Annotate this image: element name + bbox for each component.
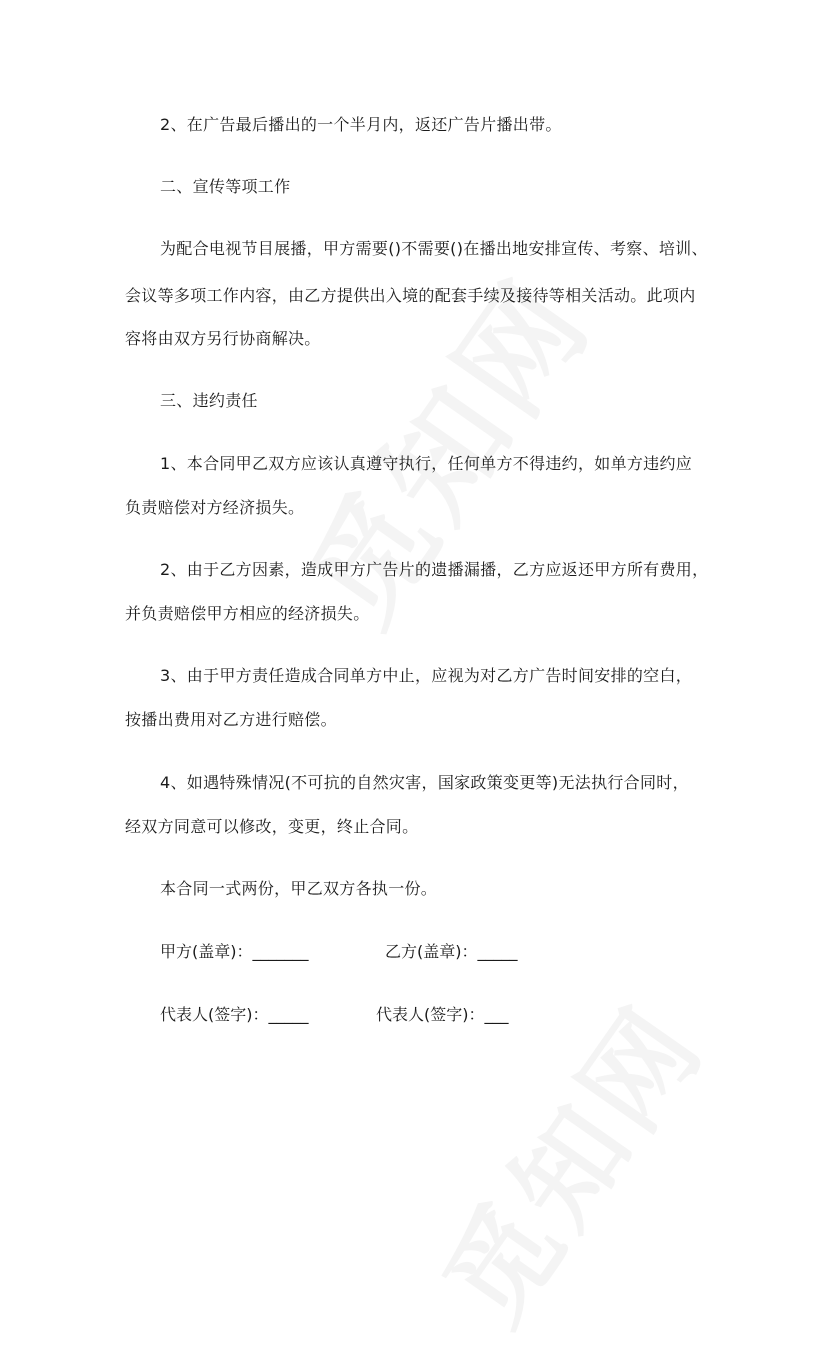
clause-text: 2、由于乙方因素，造成甲方广告片的遗播漏播，乙方应返还甲方所有费用，	[160, 560, 709, 579]
party-b-representative-line: 代表人(签字)：___	[376, 1005, 509, 1024]
clause-text: 2、在广告最后播出的一个半月内，返还广告片播出带。	[160, 115, 562, 134]
clause-text: 按播出费用对乙方进行赔偿。	[125, 710, 337, 729]
clause-text: 并负责赔偿甲方相应的经济损失。	[125, 604, 370, 623]
paragraph-text: 容将由双方另行协商解决。	[125, 329, 321, 348]
clause-text: 经双方同意可以修改，变更，终止合同。	[125, 817, 419, 836]
party-a-seal-line: 甲方(盖章)：_______	[160, 942, 309, 961]
clause-text: 4、如遇特殊情况(不可抗的自然灾害，国家政策变更等)无法执行合同时，	[160, 773, 689, 792]
party-a-representative-line: 代表人(签字)：_____	[160, 1005, 309, 1024]
clause-text: 1、本合同甲乙双方应该认真遵守执行，任何单方不得违约，如单方违约应	[160, 454, 693, 473]
paragraph-text: 会议等多项工作内容，由乙方提供出入境的配套手续及接待等相关活动。此项内	[125, 286, 696, 305]
closing-text: 本合同一式两份，甲乙双方各执一份。	[160, 879, 438, 898]
clause-text: 3、由于甲方责任造成合同单方中止，应视为对乙方广告时间安排的空白，	[160, 666, 693, 685]
section-heading: 三、违约责任	[160, 391, 258, 410]
clause-text: 负责赔偿对方经济损失。	[125, 498, 305, 517]
section-heading: 二、宣传等项工作	[160, 177, 291, 196]
paragraph-text: 为配合电视节目展播，甲方需要()不需要()在播出地安排宣传、考察、培训、	[160, 239, 708, 258]
party-b-seal-line: 乙方(盖章)：_____	[385, 942, 518, 961]
